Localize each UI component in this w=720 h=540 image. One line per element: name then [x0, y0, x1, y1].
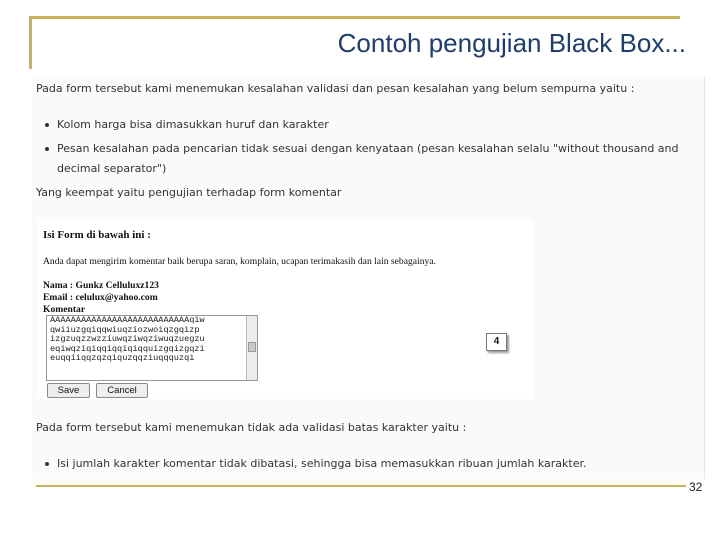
comment-form-screenshot — [37, 219, 534, 399]
intro-text: Pada form tersebut kami menemukan kesalahan validasi dan pesan kesalahan yang belum sempurna yaitu : — [36, 82, 635, 95]
textarea-line: izgzuqzzwzziuwqziwqziwuqzuegzu — [50, 334, 205, 345]
nama-field: Nama : Gunkz Celluluxz123 — [43, 280, 159, 291]
section-text: Yang keempat yaitu pengujian terhadap form komentar — [36, 186, 342, 199]
cancel-button[interactable]: Cancel — [96, 383, 148, 398]
form-intro: Anda dapat mengirim komentar baik berupa saran, komplain, ucapan terimakasih dan lain sebagainya. — [43, 256, 436, 267]
komentar-label: Komentar — [43, 304, 86, 315]
textarea-scrollbar[interactable] — [246, 316, 257, 380]
bullet-item-2-cont: decimal separator") — [57, 162, 167, 175]
step-number-badge: 4 — [486, 333, 507, 351]
textarea-line: qwiiuzgqiqqwiuqziozwoiqzgqizp — [50, 324, 200, 335]
bullet-item-2: Pesan kesalahan pada pencarian tidak sesuai dengan kenyataan (pesan kesalahan selalu "without thousand and — [57, 142, 679, 155]
bullet-item-1: Kolom harga bisa dimasukkan huruf dan karakter — [57, 118, 329, 131]
textarea-line: eqiwqziqiqqiqqiqiqquizgqizgqzi — [50, 343, 205, 354]
finding-text: Pada form tersebut kami menemukan tidak ada validasi batas karakter yaitu : — [36, 421, 467, 434]
save-button[interactable]: Save — [47, 383, 90, 398]
komentar-textarea[interactable] — [46, 315, 258, 381]
slide-title: Contoh pengujian Black Box... — [337, 28, 686, 58]
bullet-dot — [45, 462, 49, 466]
bullet-dot — [45, 147, 49, 151]
scrollbar-thumb[interactable] — [248, 342, 256, 352]
textarea-line: AAAAAAAAAAAAAAAAAAAAAAAAAAAqiw — [50, 315, 205, 325]
embedded-screenshot — [32, 77, 705, 479]
textarea-line: euqqiiqqzqzqiquzqqziuqqquzqi — [50, 353, 195, 364]
bullet-dot — [45, 123, 49, 127]
form-heading: Isi Form di bawah ini : — [43, 229, 151, 241]
email-field: Email : celulux@yahoo.com — [43, 292, 158, 303]
bullet-item-3: Isi jumlah karakter komentar tidak dibatasi, sehingga bisa memasukkan ribuan jumlah karakter. — [57, 457, 587, 470]
page-number: 32 — [689, 480, 703, 494]
bottom-rule — [36, 485, 686, 487]
